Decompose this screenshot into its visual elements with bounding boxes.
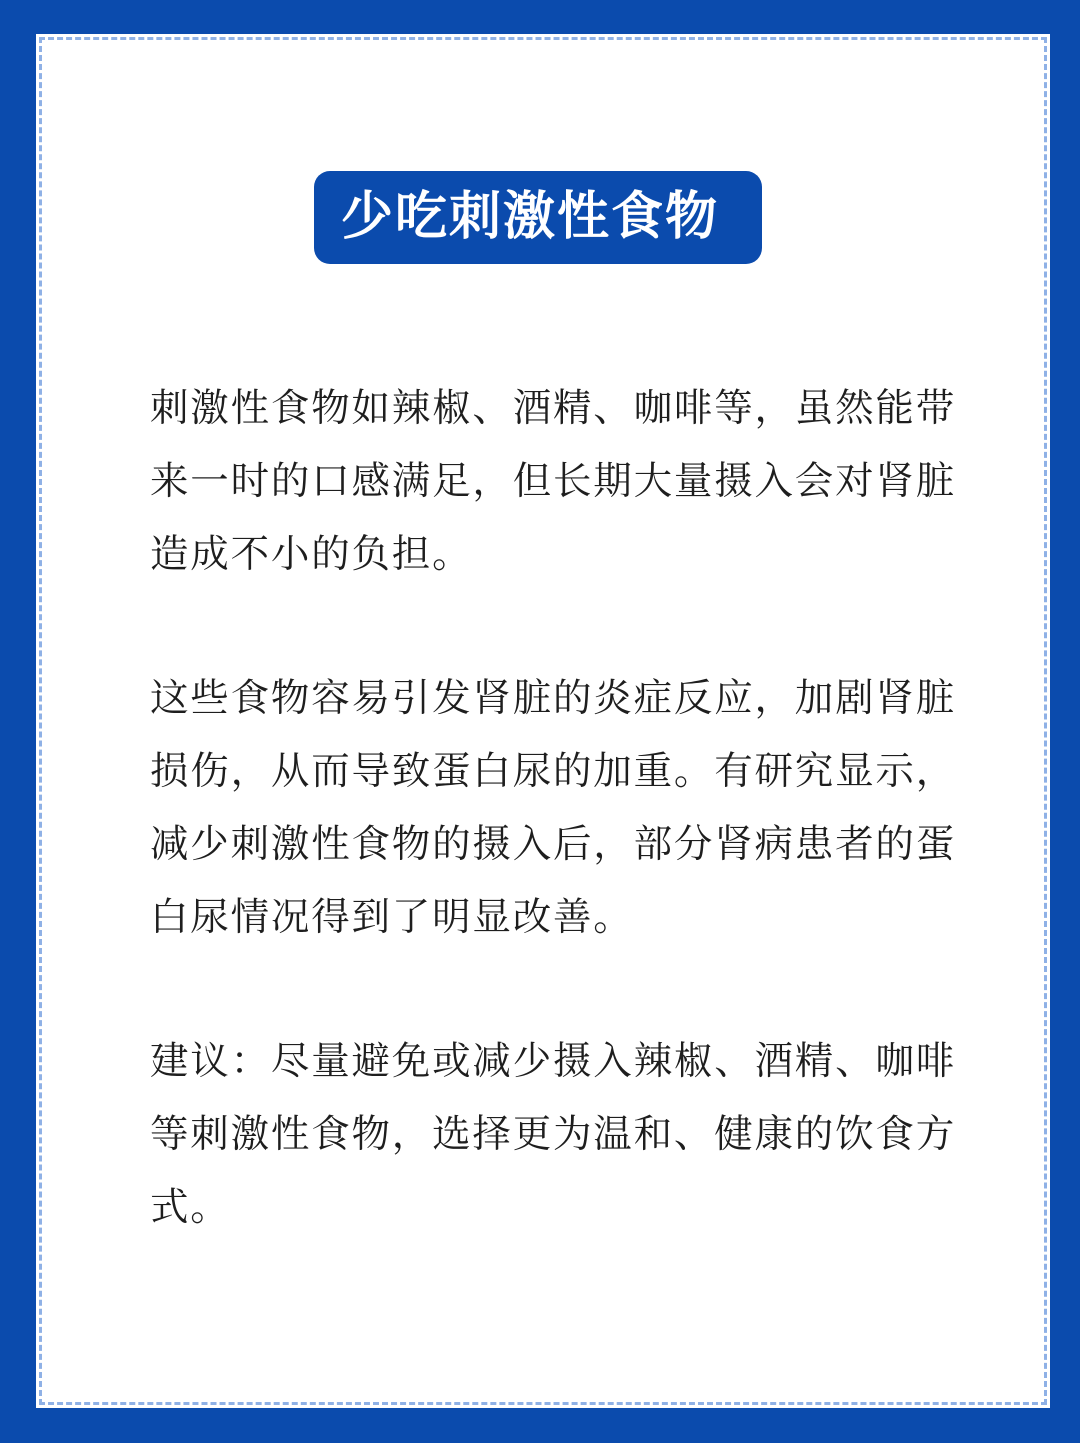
paragraph-advice: 建议：尽量避免或减少摄入辣椒、酒精、咖啡等刺激性食物，选择更为温和、健康的饮食方式。 bbox=[150, 1039, 957, 1230]
article-body bbox=[150, 372, 970, 1244]
page-title: 少吃刺激性食物 bbox=[314, 171, 762, 264]
paragraph-intro: 刺激性食物如辣椒、酒精、咖啡等，虽然能带来一时的口感满足，但长期大量摄入会对肾脏造成不小的负担。 bbox=[150, 386, 957, 577]
title-container bbox=[36, 171, 1050, 264]
paragraph-effects: 这些食物容易引发肾脏的炎症反应，加剧肾脏损伤，从而导致蛋白尿的加重。有研究显示，减少刺激性食物的摄入后，部分肾病患者的蛋白尿情况得到了明显改善。 bbox=[150, 676, 957, 940]
content-card bbox=[36, 34, 1050, 1408]
